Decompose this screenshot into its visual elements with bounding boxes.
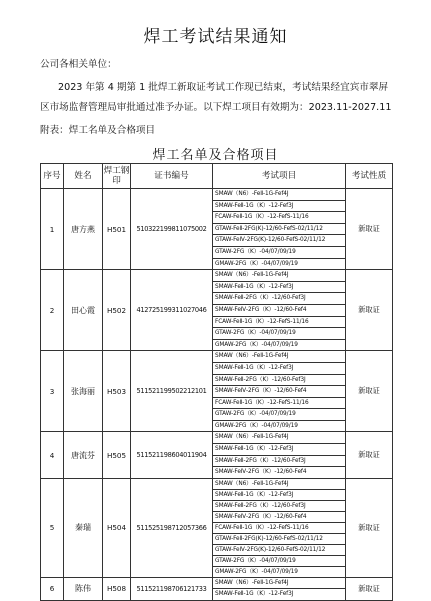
row-exam-item: GMAW-2FG（K）-04/07/09/19: [213, 420, 346, 432]
table-row: [41, 351, 393, 363]
row-exam-item: GMAW-2FG（K）-04/07/09/19: [213, 339, 346, 351]
header-name: 姓名: [64, 164, 103, 189]
row-exam-item: SMAW（N6）-FeⅡ-1G-Fef4J: [213, 351, 346, 363]
row-cert: 510322199811075002: [131, 189, 213, 270]
header-items: 考试项目: [213, 164, 346, 189]
row-exam-item: GMAW-2FG（K）-04/07/09/19: [213, 258, 346, 270]
row-exam-item: SMAW-FeⅡ-1G（K）-12-Fef3J: [213, 362, 346, 374]
row-exam-nature: 新取证: [346, 432, 393, 478]
row-exam-item: SMAW-FeⅡ-1G（K）-12-Fef3J: [213, 444, 346, 456]
row-exam-item: GTAW-2FG（K）-04/07/09/19: [213, 246, 346, 258]
row-name: 秦瑞: [64, 478, 103, 577]
row-seq: 5: [41, 478, 64, 577]
row-exam-item: SMAW-FeⅣ-2FG（K）-12/60-Fef4: [213, 304, 346, 316]
row-exam-item: SMAW-FeⅣ-2FG（K）-12/60-Fef4: [213, 511, 346, 522]
table-row: [41, 577, 393, 589]
row-cert: 412725199311027046: [131, 270, 213, 351]
row-stamp: H504: [103, 478, 131, 577]
row-cert: 511525198712057366: [131, 478, 213, 577]
row-name: 唐方燕: [64, 189, 103, 270]
row-exam-nature: 新取证: [346, 189, 393, 270]
row-stamp: H508: [103, 577, 131, 600]
row-stamp: H503: [103, 351, 131, 432]
header-cert: 证书编号: [131, 164, 213, 189]
row-stamp: H502: [103, 270, 131, 351]
welder-results-table: [40, 163, 393, 601]
row-exam-item: GMAW-2FG（K）-04/07/09/19: [213, 566, 346, 577]
header-stamp: 焊工钢印: [103, 164, 131, 189]
row-exam-item: GTAW-FeⅡ-2FG(K)-12/60-FefS-02/11/12: [213, 533, 346, 544]
row-cert: 511521198604011904: [131, 432, 213, 478]
row-exam-item: SMAW（N6）-FeⅡ-1G-Fef4J: [213, 577, 346, 589]
row-exam-item: GTAW-FeⅡ-2FG(K)-12/60-FefS-02/11/12: [213, 223, 346, 235]
row-seq: 4: [41, 432, 64, 478]
document-title: 焊工考试结果通知: [143, 27, 288, 47]
row-name: 陈伟: [64, 577, 103, 600]
table-row: [41, 189, 393, 201]
row-exam-item: SMAW-FeⅡ-1G（K）-12-Fef3J: [213, 489, 346, 500]
row-cert: 511521198706121733: [131, 577, 213, 600]
header-nature: 考试性质: [346, 164, 393, 189]
row-exam-item: SMAW-FeⅡ-2FG（K）-12/60-Fef3J: [213, 374, 346, 386]
salutation: 公司各相关单位：: [40, 59, 117, 70]
table-row: [41, 478, 393, 489]
table-header-row: [41, 164, 393, 189]
row-seq: 6: [41, 577, 64, 600]
row-exam-item: FCAW-FeⅡ-1G（K）-12-FefS-11/16: [213, 397, 346, 409]
row-exam-item: SMAW-FeⅣ-2FG（K）-12/60-Fef4: [213, 386, 346, 398]
row-exam-item: GTAW-2FG（K）-04/07/09/19: [213, 328, 346, 340]
row-exam-item: GTAW-2FG（K）-04/07/09/19: [213, 555, 346, 566]
body-paragraph-line-1: 2023 年第 4 期第 1 批焊工新取证考试工作现已结束，考试结果经宜宾市翠屏: [58, 82, 389, 93]
table-title: 焊工名单及合格项目: [152, 148, 279, 163]
row-exam-item: SMAW（N6）-FeⅡ-1G-Fef4J: [213, 189, 346, 201]
row-name: 唐流芬: [64, 432, 103, 478]
row-exam-item: SMAW-FeⅡ-2FG（K）-12/60-Fef3J: [213, 293, 346, 305]
table-row: [41, 270, 393, 282]
row-exam-item: GTAW-2FG（K）-04/07/09/19: [213, 409, 346, 421]
table-row: [41, 432, 393, 444]
row-cert: 511521199502212101: [131, 351, 213, 432]
row-exam-item: FCAW-FeⅡ-1G（K）-12-FefS-11/16: [213, 316, 346, 328]
row-exam-item: FCAW-FeⅡ-1G（K）-12-FefS-11/16: [213, 212, 346, 224]
row-name: 张海丽: [64, 351, 103, 432]
row-seq: 1: [41, 189, 64, 270]
row-seq: 2: [41, 270, 64, 351]
row-exam-item: SMAW-FeⅡ-2FG（K）-12/60-Fef3J: [213, 455, 346, 467]
row-exam-item: SMAW-FeⅡ-2FG（K）-12/60-Fef3J: [213, 500, 346, 511]
row-exam-nature: 新取证: [346, 270, 393, 351]
row-seq: 3: [41, 351, 64, 432]
row-exam-item: SMAW（N6）-FeⅡ-1G-Fef4J: [213, 432, 346, 444]
row-exam-item: SMAW（N6）-FeⅡ-1G-Fef4J: [213, 478, 346, 489]
attachment-note: 附表：焊工名单及合格项目: [40, 125, 156, 136]
body-paragraph-line-2: 区市场监督管理局审批通过准予办证。以下焊工项目有效期为：2023.11-2027.11: [40, 102, 392, 113]
row-exam-item: GTAW-FeⅣ-2FG(K)-12/60-FefS-02/11/12: [213, 544, 346, 555]
row-exam-nature: 新取证: [346, 577, 393, 600]
row-exam-item: SMAW-FeⅣ-2FG（K）-12/60-Fef4: [213, 467, 346, 479]
row-exam-item: SMAW-FeⅡ-1G（K）-12-Fef3J: [213, 589, 346, 601]
row-exam-nature: 新取证: [346, 351, 393, 432]
row-stamp: H505: [103, 432, 131, 478]
row-exam-item: GTAW-FeⅣ-2FG(K)-12/60-FefS-02/11/12: [213, 235, 346, 247]
row-exam-item: SMAW-FeⅡ-1G（K）-12-Fef3J: [213, 281, 346, 293]
row-exam-item: FCAW-FeⅡ-1G（K）-12-FefS-11/16: [213, 522, 346, 533]
header-seq: 序号: [41, 164, 64, 189]
row-name: 田心霞: [64, 270, 103, 351]
row-stamp: H501: [103, 189, 131, 270]
row-exam-item: SMAW（N6）-FeⅡ-1G-Fef4J: [213, 270, 346, 282]
row-exam-nature: 新取证: [346, 478, 393, 577]
row-exam-item: SMAW-FeⅡ-1G（K）-12-Fef3J: [213, 200, 346, 212]
